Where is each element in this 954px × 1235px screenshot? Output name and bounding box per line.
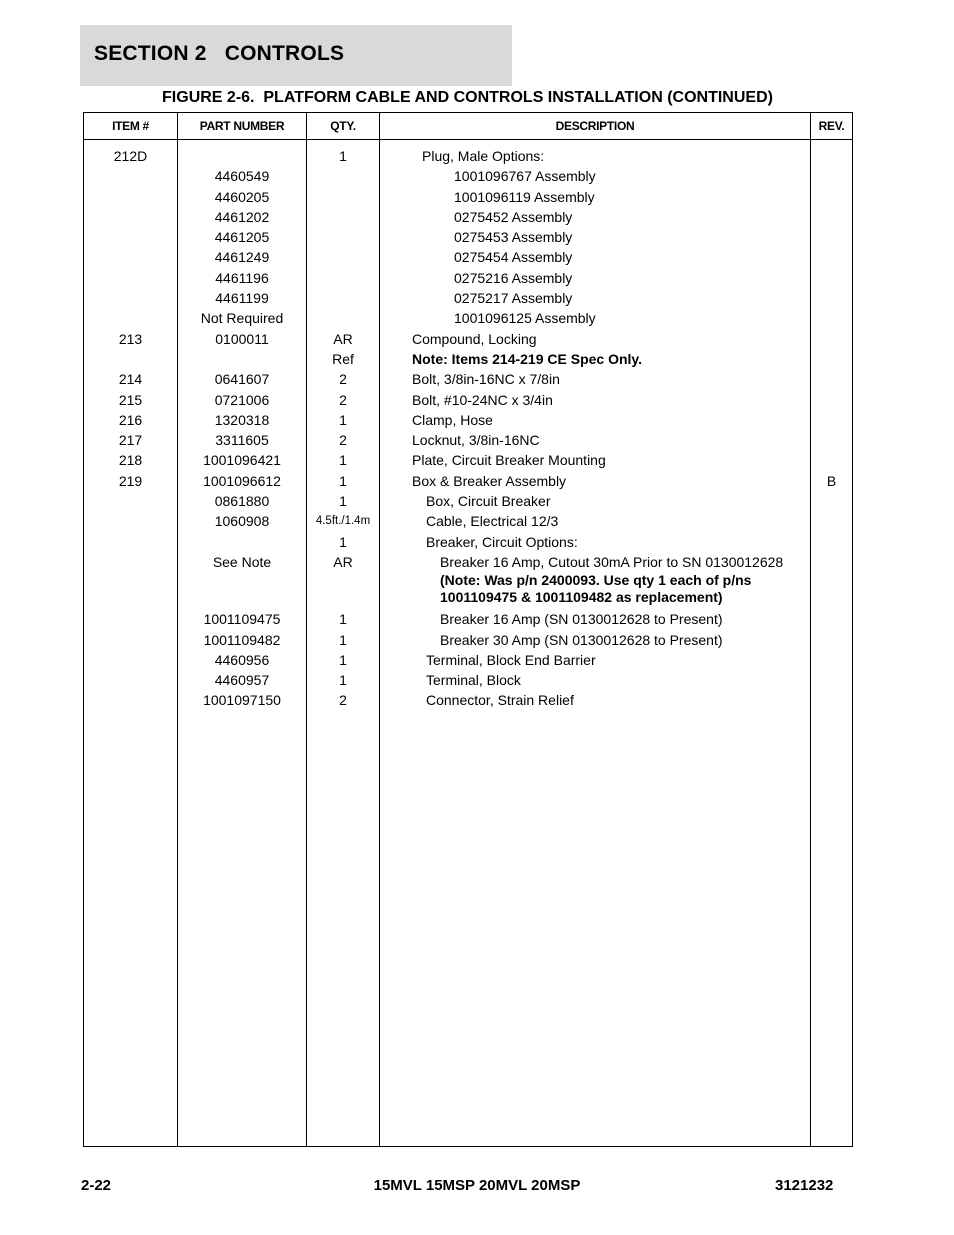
desc-text: Connector, Strain Relief [426,692,574,709]
cell-item [84,670,178,690]
cell-qty: 1 [307,471,380,491]
desc-text: Box, Circuit Breaker [426,493,551,510]
cell-qty [307,187,380,207]
cell-qty: 1 [307,146,380,166]
cell-part: 4461205 [178,227,307,247]
cell-part: 0721006 [178,390,307,410]
cell-qty: AR [307,552,380,609]
cell-desc [380,308,811,328]
cell-item [84,166,178,186]
cell-item: 215 [84,390,178,410]
desc-text: Locknut, 3/8in-16NC [412,432,540,449]
table-row [84,532,853,552]
cell-item [84,207,178,227]
note-line-2: 1001109475 & 1001109482 as replacement) [440,589,723,606]
desc-text: Plug, Male Options: [422,148,545,164]
parts-table [83,112,853,1147]
section-banner [80,25,512,86]
cell-part: 4460549 [178,166,307,186]
desc-text: 1001096119 Assembly [454,188,595,205]
cell-part: 1001109475 [178,609,307,629]
cell-qty [307,227,380,247]
header-rev: REV. [811,113,853,140]
cell-rev [811,650,853,670]
cell-qty: 2 [307,390,380,410]
cell-desc [380,630,811,650]
table-filler-row [84,711,853,1147]
cell-desc [380,288,811,308]
cell-rev [811,146,853,166]
table-row [84,207,853,227]
desc-text: Clamp, Hose [412,411,493,428]
cell-part [178,532,307,552]
cell-qty: 1 [307,609,380,629]
cell-qty: 1 [307,491,380,511]
cell-desc [380,670,811,690]
cell-part: 1060908 [178,511,307,531]
cell-qty: Ref [307,349,380,369]
cell-qty: 1 [307,410,380,430]
section-title: SECTION 2 CONTROLS [94,42,345,65]
cell-rev: B [811,471,853,491]
cell-item [84,268,178,288]
cell-qty [307,308,380,328]
cell-rev [811,308,853,328]
desc-text: Bolt, #10-24NC x 3/4in [412,391,553,408]
header-item: ITEM # [84,113,178,140]
cell-part: 4461202 [178,207,307,227]
table-row [84,146,853,166]
header-description: DESCRIPTION [380,113,811,140]
cell-desc [380,450,811,470]
cell-rev [811,532,853,552]
cell-rev [811,268,853,288]
table-row [84,268,853,288]
desc-text: 0275217 Assembly [454,290,573,307]
cell-rev [811,288,853,308]
cell-desc [380,146,811,166]
table-row [84,650,853,670]
cell-part: 0641607 [178,369,307,389]
cell-rev [811,609,853,629]
cell-rev [811,390,853,410]
cell-item: 219 [84,471,178,491]
cell-qty: 4.5ft./1.4m [307,511,380,531]
desc-text: 0275452 Assembly [454,208,573,225]
cell-part: 4460205 [178,187,307,207]
cell-part: 4460956 [178,650,307,670]
desc-text: Breaker 30 Amp (SN 0130012628 to Present) [440,631,723,648]
table-row [84,690,853,710]
cell-rev [811,227,853,247]
cell-item [84,288,178,308]
table-header-row [84,113,853,140]
cell-qty: 1 [307,670,380,690]
note-line-1: (Note: Was p/n 2400093. Use qty 1 each of p/ns [440,572,752,589]
cell-desc [380,369,811,389]
cell-desc [380,207,811,227]
header-qty: QTY. [307,113,380,140]
desc-text: Bolt, 3/8in-16NC x 7/8in [412,371,560,388]
cell-qty [307,166,380,186]
cell-rev [811,450,853,470]
cell-part: 3311605 [178,430,307,450]
cell-rev [811,207,853,227]
cell-part: 4461199 [178,288,307,308]
cell-rev [811,690,853,710]
desc-text: Terminal, Block [426,672,521,689]
cell-desc [380,410,811,430]
desc-text: 0275216 Assembly [454,269,573,286]
cell-desc [380,511,811,531]
cell-desc [380,650,811,670]
cell-qty [307,207,380,227]
cell-item [84,247,178,267]
cell-rev [811,670,853,690]
page-number: 2-22 [81,1177,112,1194]
table-row [84,471,853,491]
cell-item [84,511,178,531]
cell-part: See Note [178,552,307,609]
cell-item [84,491,178,511]
table-row [84,410,853,430]
cell-part [178,146,307,166]
table-row [84,349,853,369]
cell-rev [811,410,853,430]
cell-desc [380,187,811,207]
table-row [84,430,853,450]
cell-desc [380,329,811,349]
cell-part: 1001096612 [178,471,307,491]
cell-part: 1001097150 [178,690,307,710]
desc-text: Breaker 16 Amp (SN 0130012628 to Present) [440,611,723,628]
cell-qty: 1 [307,450,380,470]
cell-qty: 1 [307,650,380,670]
cell-item: 212D [84,146,178,166]
table-row [84,630,853,650]
table-row [84,609,853,629]
cell-rev [811,187,853,207]
table-row [84,552,853,609]
table-row [84,670,853,690]
cell-item [84,650,178,670]
header-part-number: PART NUMBER [178,113,307,140]
table-row [84,288,853,308]
cell-item [84,690,178,710]
cell-item [84,630,178,650]
table-row [84,329,853,349]
table-row [84,450,853,470]
cell-item: 218 [84,450,178,470]
cell-rev [811,511,853,531]
cell-item: 217 [84,430,178,450]
table-row [84,308,853,328]
cell-desc [380,609,811,629]
table-row [84,491,853,511]
cell-qty: 1 [307,532,380,552]
cell-rev [811,349,853,369]
cell-item [84,308,178,328]
table-row [84,511,853,531]
cell-part: 4461249 [178,247,307,267]
cell-rev [811,369,853,389]
cell-part: 1001109482 [178,630,307,650]
cell-qty: 2 [307,690,380,710]
cell-rev [811,247,853,267]
cell-desc [380,227,811,247]
cell-rev [811,166,853,186]
cell-item: 214 [84,369,178,389]
cell-qty [307,268,380,288]
desc-text: 0275453 Assembly [454,229,573,246]
desc-text: Cable, Electrical 12/3 [426,513,559,530]
cell-part: 1320318 [178,410,307,430]
cell-item: 216 [84,410,178,430]
cell-item [84,227,178,247]
cell-desc [380,430,811,450]
cell-qty: AR [307,329,380,349]
cell-part: 1001096421 [178,450,307,470]
figure-title: FIGURE 2-6. PLATFORM CABLE AND CONTROLS INSTALLATION (CONTINUED) [162,89,773,106]
cell-desc [380,268,811,288]
cell-part: 4461196 [178,268,307,288]
cell-qty [307,288,380,308]
cell-desc [380,552,811,609]
note-text: Note: Items 214-219 CE Spec Only. [412,350,643,367]
desc-text: Plate, Circuit Breaker Mounting [412,452,606,469]
desc-text: 0275454 Assembly [454,249,573,266]
cell-desc [380,390,811,410]
table-row [84,227,853,247]
cell-item [84,349,178,369]
cell-part: 0100011 [178,329,307,349]
cell-rev [811,491,853,511]
cell-rev [811,630,853,650]
document-number: 3121232 [775,1177,834,1194]
cell-desc [380,491,811,511]
cell-part: Not Required [178,308,307,328]
desc-text: Compound, Locking [412,330,537,347]
cell-desc [380,532,811,552]
cell-desc [380,690,811,710]
cell-qty: 1 [307,630,380,650]
cell-item [84,609,178,629]
cell-item [84,187,178,207]
desc-text: Breaker, Circuit Options: [426,533,578,550]
cell-item [84,532,178,552]
table-row [84,166,853,186]
cell-rev [811,329,853,349]
desc-text: 1001096125 Assembly [454,310,596,327]
cell-item [84,552,178,609]
cell-part [178,349,307,369]
cell-qty: 2 [307,369,380,389]
cell-item: 213 [84,329,178,349]
cell-qty [307,247,380,267]
desc-text: Box & Breaker Assembly [412,472,567,489]
desc-text: Breaker 16 Amp, Cutout 30mA Prior to SN 0130012628 [440,553,784,570]
table-row [84,187,853,207]
cell-rev [811,552,853,609]
cell-desc [380,349,811,369]
cell-part: 0861880 [178,491,307,511]
table-row [84,247,853,267]
cell-rev [811,430,853,450]
cell-part: 4460957 [178,670,307,690]
desc-text: Terminal, Block End Barrier [426,651,596,668]
cell-desc [380,166,811,186]
desc-text: 1001096767 Assembly [454,168,596,185]
cell-desc [380,471,811,491]
model-list: 15MVL 15MSP 20MVL 20MSP [373,1177,581,1194]
cell-qty: 2 [307,430,380,450]
table-row [84,390,853,410]
table-row [84,369,853,389]
cell-desc [380,247,811,267]
